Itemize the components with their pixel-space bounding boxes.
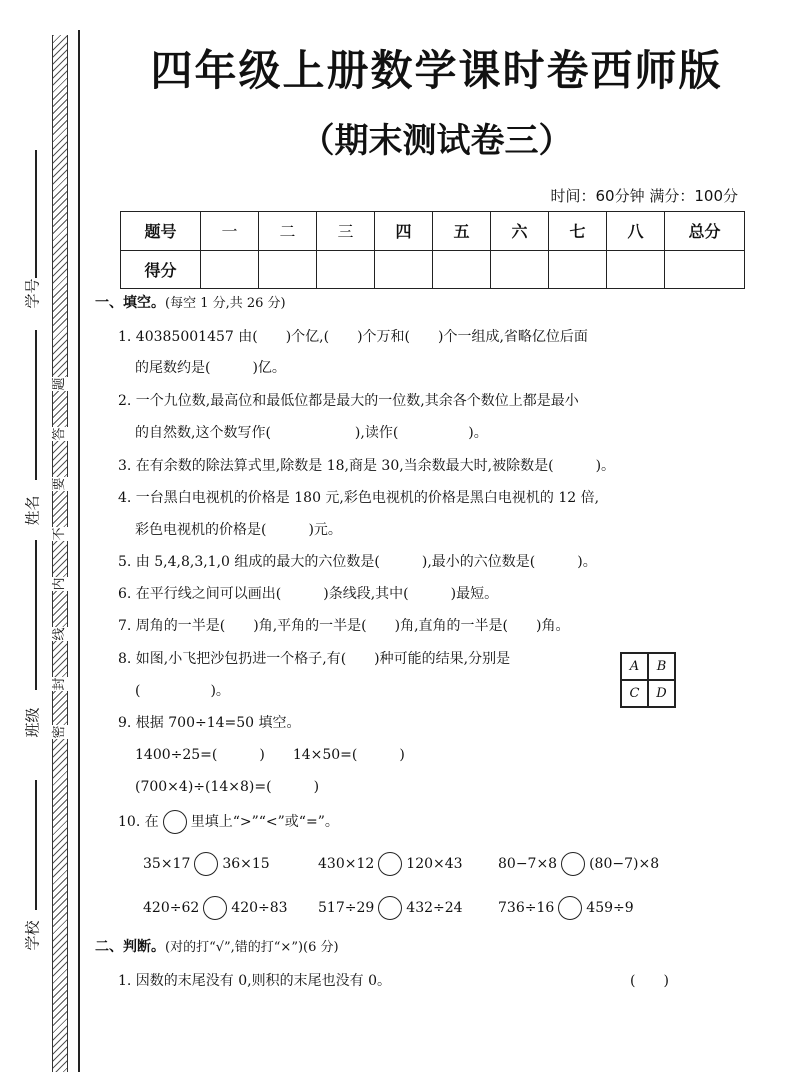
- score-table-score-row: [121, 250, 745, 289]
- name-line: [35, 330, 37, 480]
- class-line: [35, 540, 37, 690]
- question-line: 9. 根据 700÷14=50 填空。: [118, 715, 301, 731]
- abcd-grid: [620, 652, 676, 708]
- grid-cell: C: [621, 680, 648, 707]
- school-line: [35, 780, 37, 910]
- student-id-line: [35, 150, 37, 278]
- question-line: 6. 在平行线之间可以画出( )条线段,其中( )最短。: [118, 586, 499, 602]
- question-line: 5. 由 5,4,8,3,1,0 组成的最大的六位数是( ),最小的六位数是( )。: [118, 554, 597, 570]
- question-line: 的尾数约是( )亿。: [135, 360, 286, 376]
- name-label: 姓名: [23, 495, 42, 526]
- compare-left: 736÷16: [498, 900, 555, 916]
- compare-item: [143, 852, 270, 876]
- class-label: 班级: [23, 707, 42, 738]
- seal-char: 答: [50, 427, 70, 441]
- table-cell: 二: [259, 212, 317, 251]
- section-1-title: 一、填空。: [95, 295, 165, 311]
- binding-line-left: [52, 35, 53, 1072]
- score-input-cell[interactable]: [607, 250, 665, 289]
- question-text: 里填上“>”“<”或“=”。: [190, 814, 339, 830]
- seal-char: 密: [50, 725, 70, 739]
- grid-cell: D: [648, 680, 675, 707]
- question-line: 1. 40385001457 由( )个亿,( )个万和( )个一组成,省略亿位后面: [118, 329, 588, 345]
- table-cell: 总分: [665, 212, 745, 251]
- question-line: 1400÷25=( ) 14×50=( ): [135, 747, 405, 763]
- compare-circle[interactable]: [203, 896, 227, 920]
- compare-circle[interactable]: [561, 852, 585, 876]
- section-2-note: (对的打“√”,错的打“×”)(6 分): [165, 940, 339, 955]
- question-line: 2. 一个九位数,最高位和最低位都是最大的一位数,其余各个数位上都是最小: [118, 393, 579, 409]
- binding-line-right: [67, 35, 68, 1072]
- seal-char: 封: [50, 677, 70, 691]
- question-line: 彩色电视机的价格是( )元。: [135, 522, 342, 538]
- seal-char: 线: [50, 627, 70, 641]
- score-input-cell[interactable]: [491, 250, 549, 289]
- table-cell: 得分: [121, 250, 201, 289]
- compare-circle[interactable]: [194, 852, 218, 876]
- compare-right: 459÷9: [586, 900, 634, 916]
- score-table-header-row: [121, 212, 745, 251]
- table-cell: 题号: [121, 212, 201, 251]
- score-table: [120, 211, 745, 289]
- compare-left: 517÷29: [318, 900, 375, 916]
- compare-item: [318, 852, 463, 876]
- seal-char: 要: [50, 477, 70, 491]
- seal-char: 内: [50, 577, 70, 591]
- compare-item: [498, 896, 634, 920]
- question-line: 7. 周角的一半是( )角,平角的一半是( )角,直角的一半是( )角。: [118, 618, 570, 634]
- compare-circle[interactable]: [378, 896, 402, 920]
- question-line: ( )。: [135, 683, 230, 699]
- compare-right: 420÷83: [231, 900, 288, 916]
- compare-right: 120×43: [406, 856, 463, 872]
- seal-char: 题: [50, 377, 70, 391]
- compare-item: [143, 896, 288, 920]
- question-10-line: [118, 810, 339, 834]
- binding-hatch: [53, 35, 67, 1072]
- grid-cell: B: [648, 653, 675, 680]
- score-input-cell[interactable]: [549, 250, 607, 289]
- compare-right: 36×15: [222, 856, 270, 872]
- answer-blank[interactable]: ( ): [630, 973, 669, 989]
- compare-left: 420÷62: [143, 900, 200, 916]
- section-2-heading: [95, 936, 339, 956]
- compare-right: 432÷24: [406, 900, 463, 916]
- student-id-label: 学号: [23, 278, 42, 309]
- table-cell: 八: [607, 212, 665, 251]
- compare-left: 35×17: [143, 856, 191, 872]
- question-line: 8. 如图,小飞把沙包扔进一个格子,有( )种可能的结果,分别是: [118, 651, 511, 667]
- section-2-title: 二、判断。: [95, 939, 165, 955]
- seal-char: 不: [50, 527, 70, 541]
- score-input-cell[interactable]: [375, 250, 433, 289]
- question-line: 4. 一台黑白电视机的价格是 180 元,彩色电视机的价格是黑白电视机的 12 倍,: [118, 490, 600, 506]
- page-border-line: [78, 30, 80, 1072]
- section-1-note: (每空 1 分,共 26 分): [165, 296, 286, 311]
- table-cell: 七: [549, 212, 607, 251]
- table-cell: 一: [201, 212, 259, 251]
- table-cell: 六: [491, 212, 549, 251]
- grid-cell: A: [621, 653, 648, 680]
- score-input-cell[interactable]: [201, 250, 259, 289]
- compare-left: 80−7×8: [498, 856, 558, 872]
- score-input-cell[interactable]: [259, 250, 317, 289]
- question-line: 3. 在有余数的除法算式里,除数是 18,商是 30,当余数最大时,被除数是( )。: [118, 458, 616, 474]
- compare-left: 430×12: [318, 856, 375, 872]
- circle-icon: [163, 810, 187, 834]
- compare-circle[interactable]: [558, 896, 582, 920]
- page-title: 四年级上册数学课时卷西师版: [150, 46, 723, 95]
- time-info: 时间：60分钟 满分：100分: [550, 187, 738, 205]
- compare-item: [498, 852, 659, 876]
- question-text: 10. 在: [118, 814, 159, 830]
- table-cell: 五: [433, 212, 491, 251]
- compare-circle[interactable]: [378, 852, 402, 876]
- question-line: 1. 因数的末尾没有 0,则积的末尾也没有 0。: [118, 973, 391, 989]
- score-input-cell[interactable]: [317, 250, 375, 289]
- table-cell: 三: [317, 212, 375, 251]
- question-line: (700×4)÷(14×8)=( ): [135, 779, 320, 795]
- compare-item: [318, 896, 463, 920]
- section-1-heading: [95, 292, 286, 312]
- table-cell: 四: [375, 212, 433, 251]
- question-line: 的自然数,这个数写作( ),读作( )。: [135, 425, 488, 441]
- score-input-cell[interactable]: [433, 250, 491, 289]
- compare-right: (80−7)×8: [589, 856, 660, 872]
- page-subtitle: （期末测试卷三）: [300, 121, 573, 161]
- score-input-cell[interactable]: [665, 250, 745, 289]
- school-label: 学校: [23, 920, 42, 951]
